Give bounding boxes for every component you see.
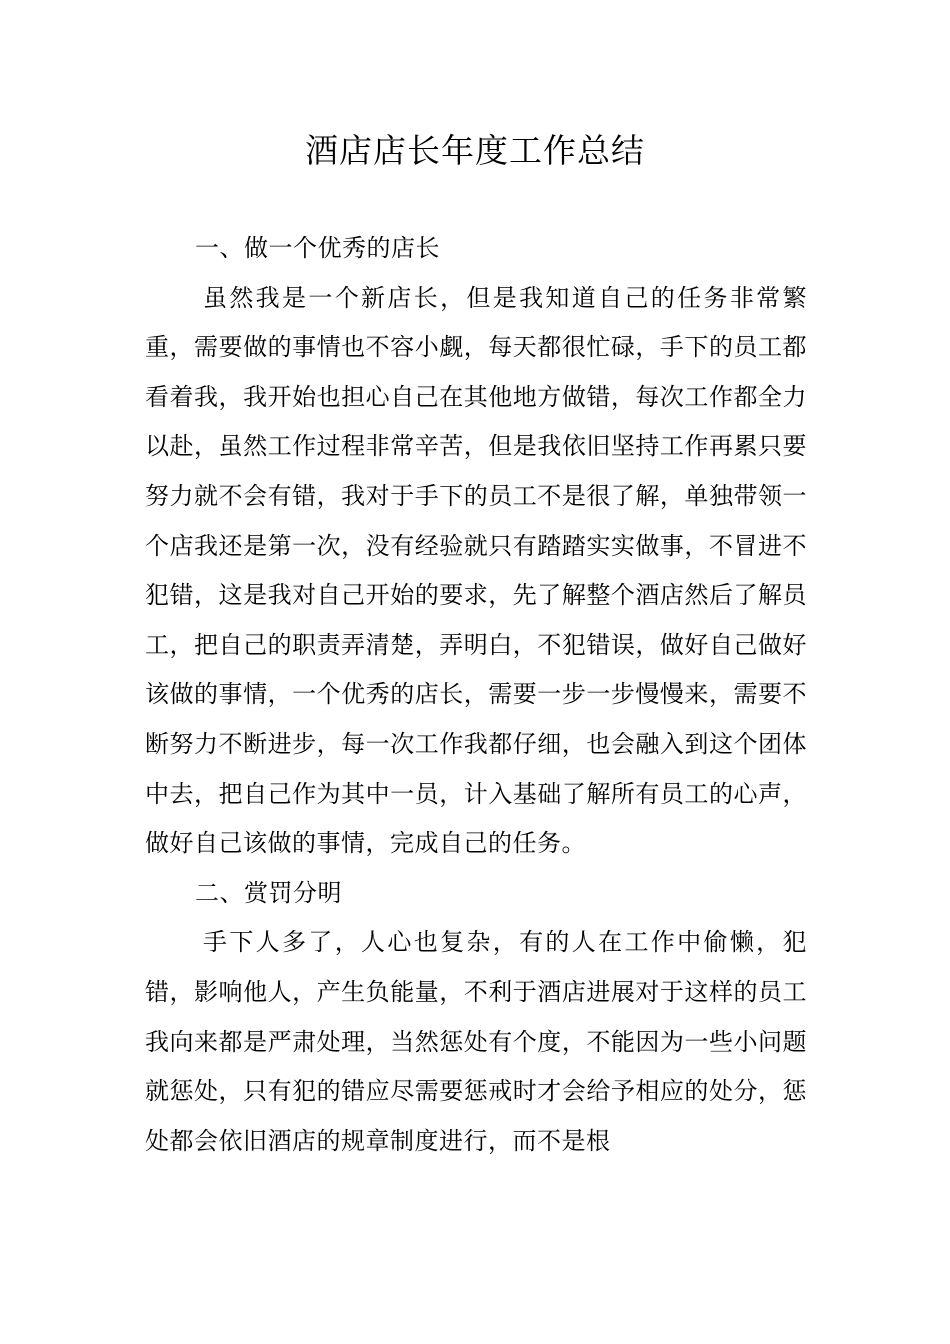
section-paragraph-2: 手下人多了，人心也复杂，有的人在工作中偷懒，犯错，影响他人，产生负能量，不利于酒店进展对于这样的员工我向来都是严肃处理，当然惩处有个度，不能因为一些小问题就惩处，只有犯的错应尽需要惩戒时才会给予相应的处分，惩处都会依旧酒店的规章制度进行，而不是根 <box>145 928 807 1155</box>
document-body <box>145 224 807 1166</box>
section-heading-1: 一、做一个优秀的店长 <box>195 234 440 262</box>
section-heading-2: 二、赏罚分明 <box>195 878 342 907</box>
document-title: 酒店店长年度工作总结 <box>305 131 645 170</box>
section-paragraph-1: 虽然我是一个新店长，但是我知道自己的任务非常繁重，需要做的事情也不容小觑，每天都很忙碌，手下的员工都看着我，我开始也担心自己在其他地方做错，每次工作都全力以赴，虽然工作过程非常辛苦，但是我依旧坚持工作再累只要努力就不会有错，我对于手下的员工不是很了解，单独带领一个店我还是第一次，没有经验就只有踏踏实实做事，不冒进不犯错，这是我对自己开始的要求，先了解整个酒店然后了解员工，把自己的职责弄清楚，弄明白，不犯错误，做好自己做好该做的事情，一个优秀的店长，需要一步一步慢慢来，需要不断努力不断进步，每一次工作我都仔细，也会融入到这个团体中去，把自己作为其中一员，计入基础了解所有员工的心声，做好自己该做的事情，完成自己的任务。 <box>145 283 807 858</box>
